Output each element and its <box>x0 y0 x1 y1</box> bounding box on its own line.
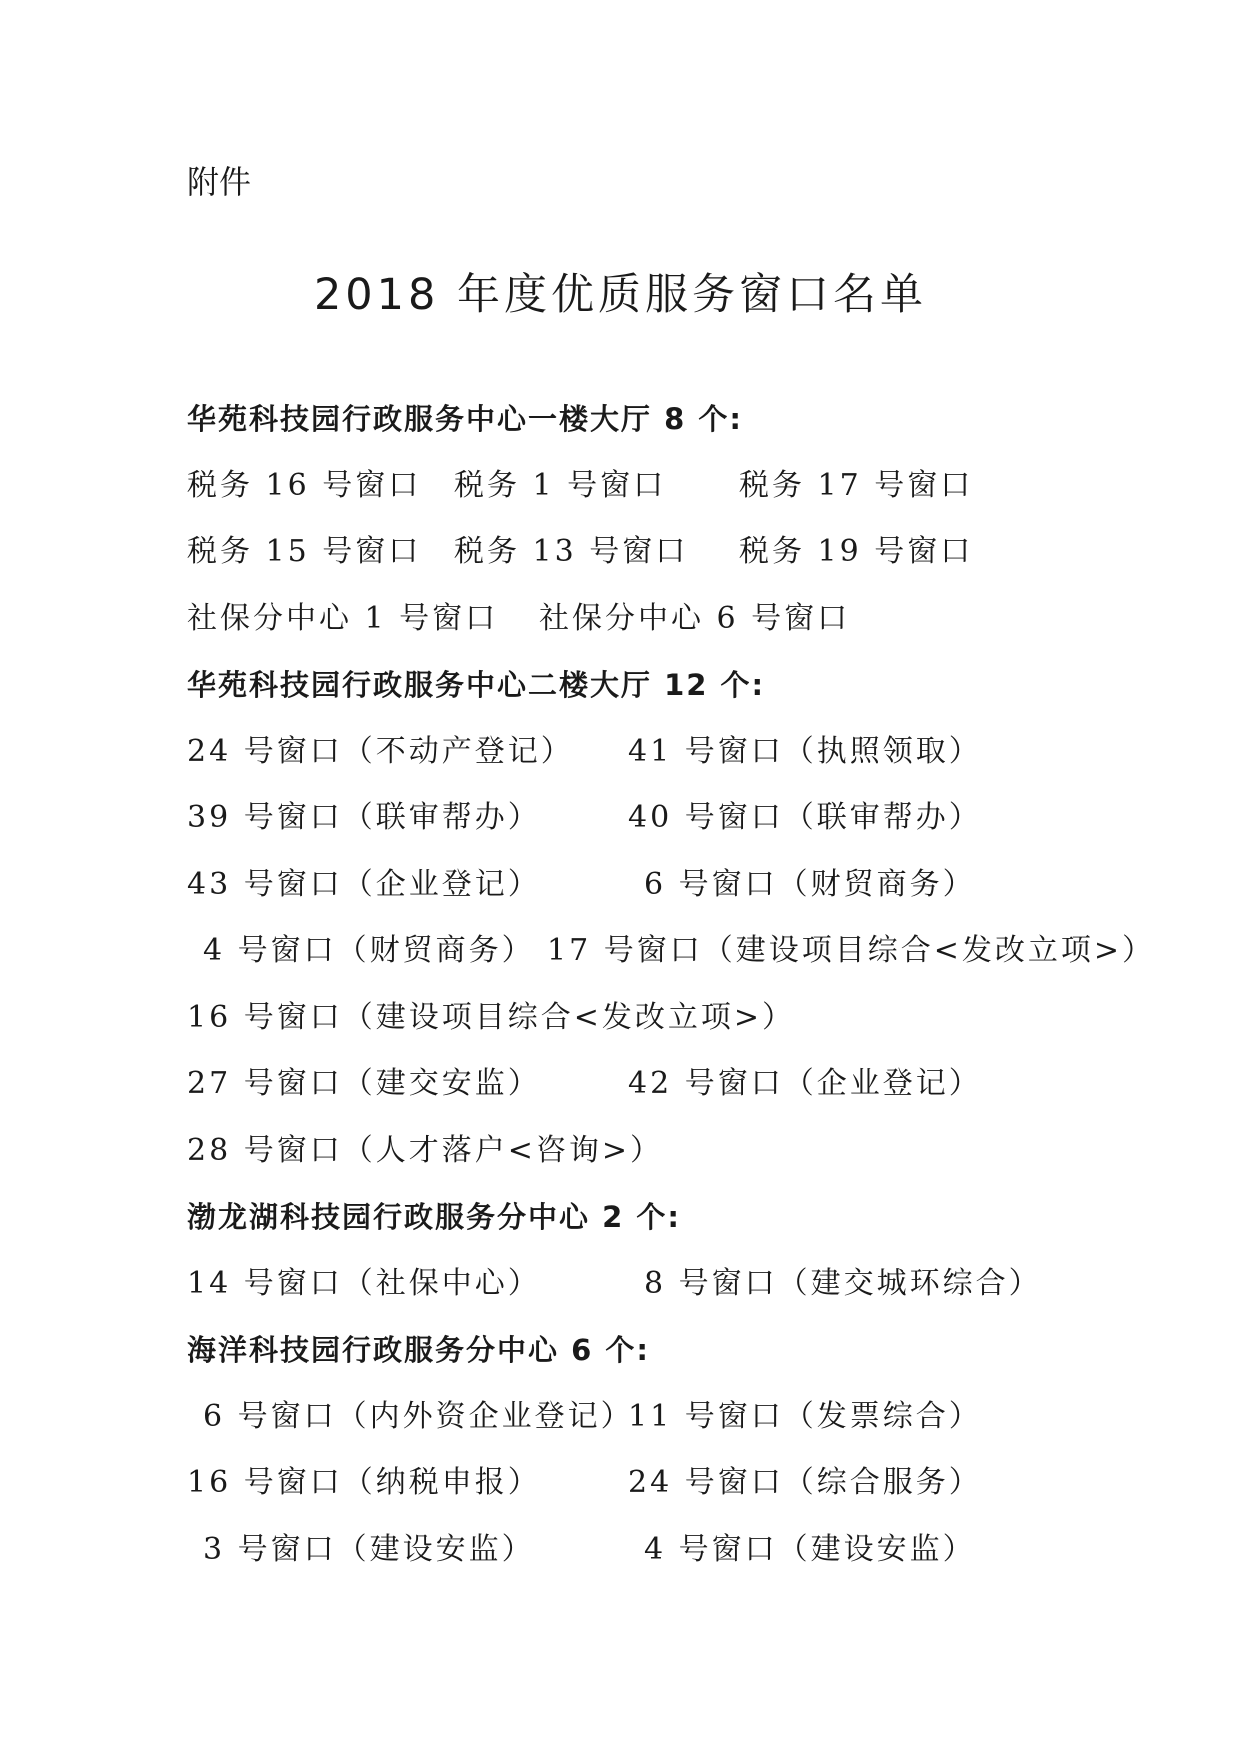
list-item: 税务 15 号窗口 <box>187 534 422 569</box>
list-item: 4 号窗口（财贸商务） <box>203 933 535 968</box>
list-row <box>187 863 1187 907</box>
list-item: 8 号窗口（建交城环综合） <box>644 1266 1042 1301</box>
list-item: 39 号窗口（联审帮办） <box>187 800 541 835</box>
list-item: 税务 13 号窗口 <box>454 534 689 569</box>
list-row <box>187 530 1187 574</box>
section-heading-bolonghu: 渤龙湖科技园行政服务分中心 2 个: <box>187 1200 681 1234</box>
list-row <box>187 730 1187 774</box>
list-row <box>187 1461 1187 1505</box>
list-row <box>187 597 1187 641</box>
list-row <box>187 1528 1187 1572</box>
list-row <box>187 796 1187 840</box>
list-item: 43 号窗口（企业登记） <box>187 867 541 902</box>
section-heading-haiyang: 海洋科技园行政服务分中心 6 个: <box>187 1333 650 1367</box>
list-item: 14 号窗口（社保中心） <box>187 1266 541 1301</box>
list-item: 社保分中心 1 号窗口 <box>187 601 499 636</box>
list-item: 40 号窗口（联审帮办） <box>628 800 982 835</box>
list-item: 税务 19 号窗口 <box>739 534 974 569</box>
list-item: 税务 1 号窗口 <box>454 468 667 503</box>
list-row <box>187 1129 1187 1173</box>
list-item: 24 号窗口（不动产登记） <box>187 734 574 769</box>
section-heading-huayuan-floor2: 华苑科技园行政服务中心二楼大厅 12 个: <box>187 668 766 702</box>
list-row <box>187 464 1187 508</box>
list-item: 16 号窗口（纳税申报） <box>187 1465 541 1500</box>
list-item: 4 号窗口（建设安监） <box>644 1532 976 1567</box>
list-row <box>187 996 1187 1040</box>
list-item: 24 号窗口（综合服务） <box>628 1465 982 1500</box>
list-item: 11 号窗口（发票综合） <box>628 1399 982 1434</box>
list-item: 6 号窗口（内外资企业登记） <box>203 1399 634 1434</box>
list-item: 41 号窗口（执照领取） <box>628 734 982 769</box>
list-row <box>187 1062 1187 1106</box>
list-row <box>187 1395 1187 1439</box>
document-title: 2018 年度优质服务窗口名单 <box>313 270 928 320</box>
list-row <box>187 1262 1187 1306</box>
list-item: 税务 16 号窗口 <box>187 468 422 503</box>
list-item: 27 号窗口（建交安监） <box>187 1066 541 1101</box>
list-item: 3 号窗口（建设安监） <box>203 1532 535 1567</box>
list-item: 42 号窗口（企业登记） <box>628 1066 982 1101</box>
list-item: 17 号窗口（建设项目综合<发改立项>） <box>547 933 1155 968</box>
list-item: 税务 17 号窗口 <box>739 468 974 503</box>
attachment-label: 附件 <box>187 163 252 201</box>
list-item: 28 号窗口（人才落户<咨询>） <box>187 1133 663 1168</box>
list-row <box>187 929 1187 973</box>
list-item: 16 号窗口（建设项目综合<发改立项>） <box>187 1000 795 1035</box>
list-item: 6 号窗口（财贸商务） <box>644 867 976 902</box>
section-heading-huayuan-floor1: 华苑科技园行政服务中心一楼大厅 8 个: <box>187 402 743 436</box>
list-item: 社保分中心 6 号窗口 <box>539 601 851 636</box>
